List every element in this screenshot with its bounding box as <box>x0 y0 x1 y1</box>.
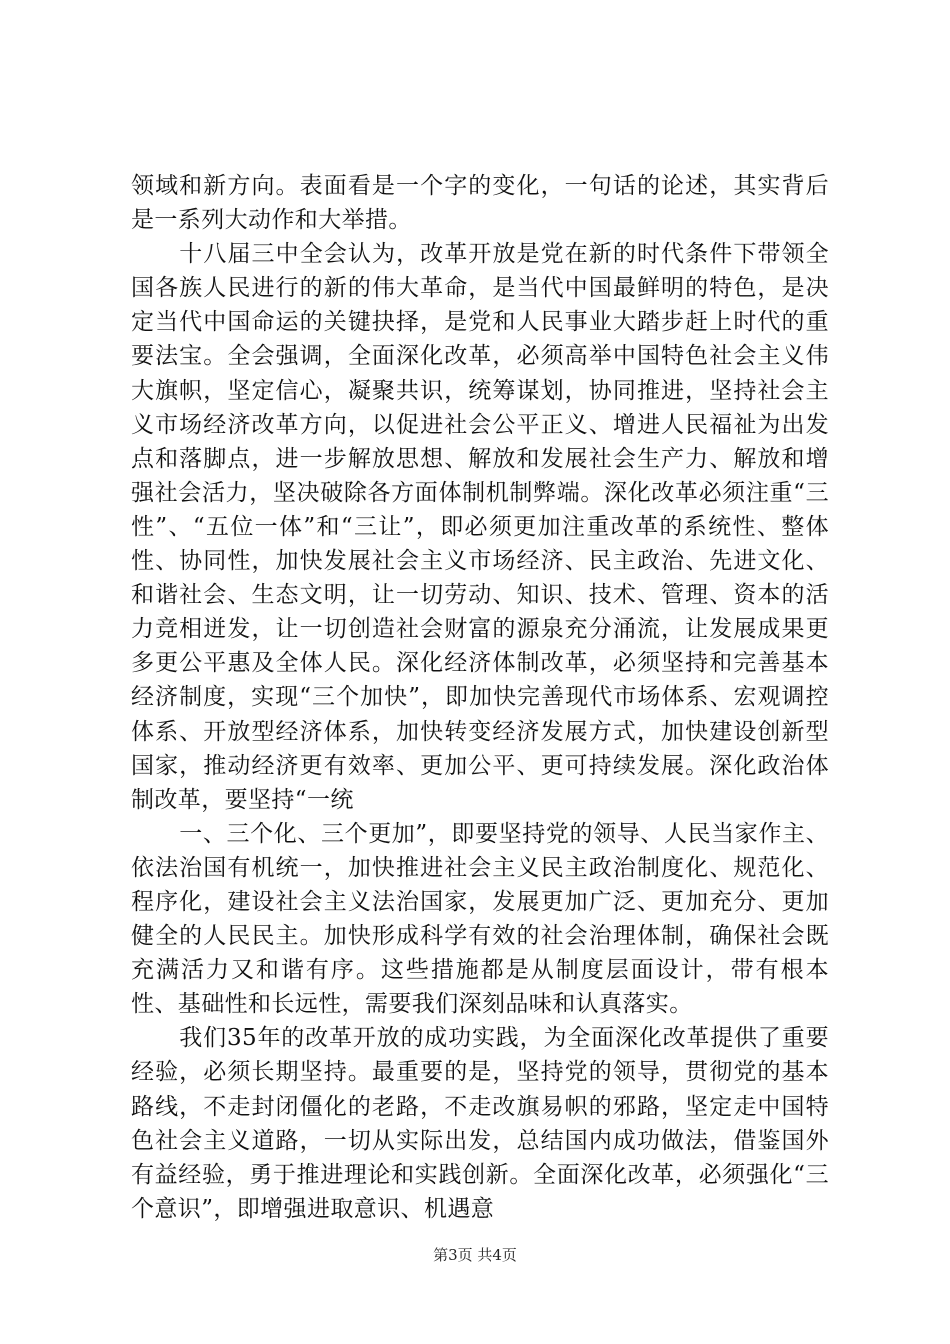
document-body <box>131 169 829 1226</box>
paragraph-4: 我们35年的改革开放的成功实践，为全面深化改革提供了重要经验，必须长期坚持。最重要的是，坚持党的领导，贯彻党的基本路线，不走封闭僵化的老路，不走改旗易帜的邪路，坚定走中国特色社会主义道路，一切从实际出发，总结国内成功做法，借鉴国外有益经验，勇于推进理论和实践创新。全面深化改革，必须强化“三个意识”，即增强进取意识、机遇意 <box>131 1025 829 1222</box>
page-footer: 第3页 共4页 <box>433 1246 517 1264</box>
paragraph-2: 十八届三中全会认为，改革开放是党在新的时代条件下带领全国各族人民进行的新的伟大革命，是当代中国最鲜明的特色，是决定当代中国命运的关键抉择，是党和人民事业大踏步赶上时代的重要法宝。全会强调，全面深化改革，必须高举中国特色社会主义伟大旗帜，坚定信心，凝聚共识，统筹谋划，协同推进，坚持社会主义市场经济改革方向，以促进社会公平正义、增进人民福祉为出发点和落脚点，进一步解放思想、解放和发展社会生产力、解放和增强社会活力，坚决破除各方面体制机制弊端。深化改革必须注重“三性”、“五位一体”和“三让”，即必须更加注重改革的系统性、整体性、协同性，加快发展社会主义市场经济、民主政治、先进文化、和谐社会、生态文明，让一切劳动、知识、技术、管理、资本的活力竞相迸发，让一切创造社会财富的源泉充分涌流，让发展成果更多更公平惠及全体人民。深化经济体制改革，必须坚持和完善基本经济制度，实现“三个加快”，即加快完善现代市场体系、宏观调控体系、开放型经济体系，加快转变经济发展方式，加快建设创新型国家，推动经济更有效率、更加公平、更可持续发展。深化政治体制改革，要坚持“一统 <box>131 241 829 813</box>
paragraph-1: 领域和新方向。表面看是一个字的变化，一句话的论述，其实背后是一系列大动作和大举措。 <box>131 173 829 234</box>
paragraph-3: 一、三个化、三个更加”，即要坚持党的领导、人民当家作主、依法治国有机统一，加快推进社会主义民主政治制度化、规范化、程序化，建设社会主义法治国家，发展更加广泛、更加充分、更加健全的人民民主。加快形成科学有效的社会治理体制，确保社会既充满活力又和谐有序。这些措施都是从制度层面设计，带有根本性、基础性和长远性，需要我们深刻品味和认真落实。 <box>131 820 829 1018</box>
